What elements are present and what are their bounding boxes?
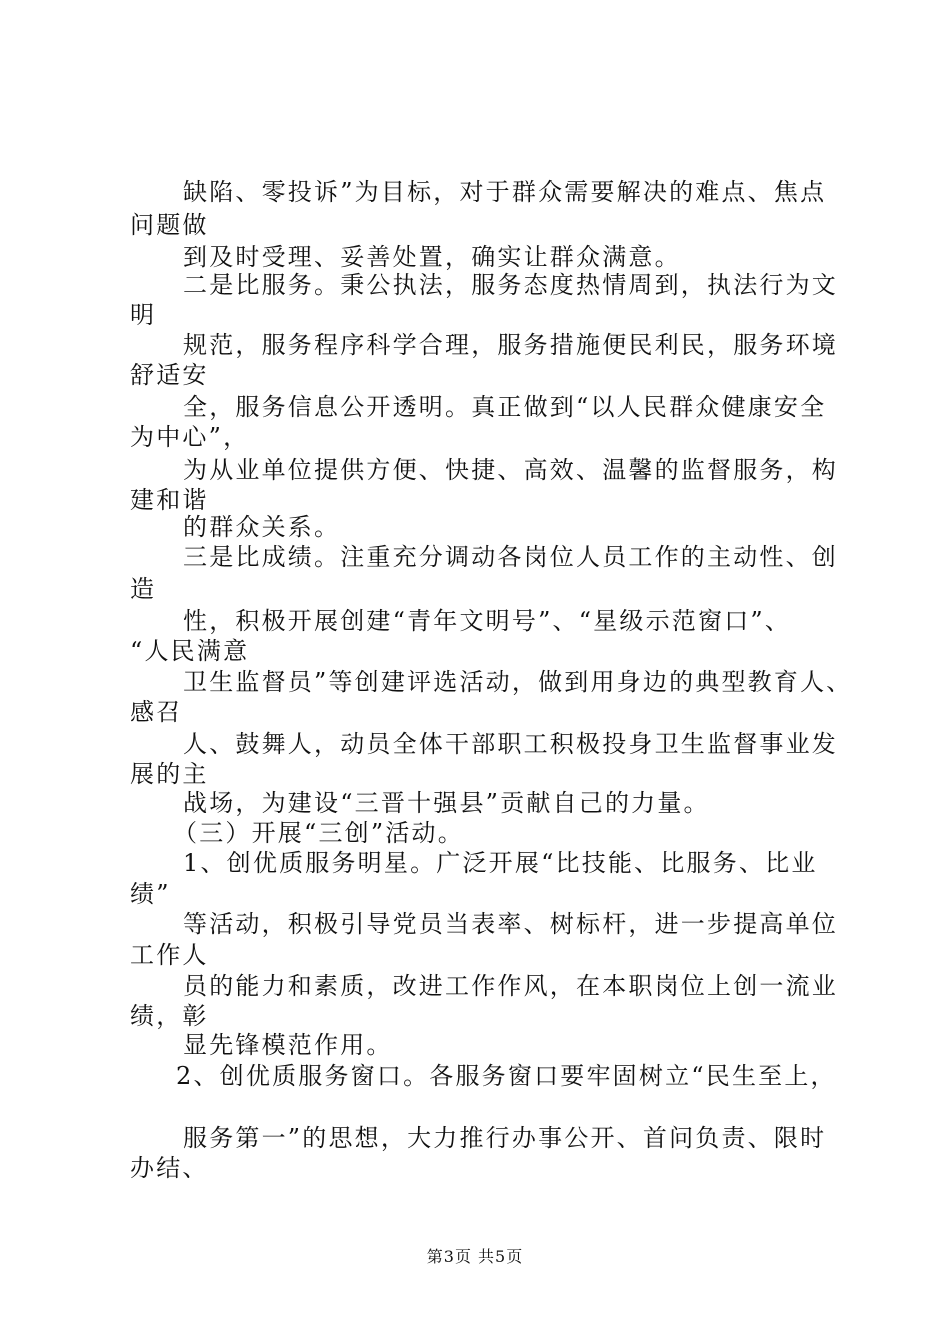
text-line: 问题做	[130, 211, 209, 239]
page-number: 第3页 共5页	[426, 1247, 524, 1266]
text-line: 等活动，积极引导党员当表率、树标杆，进一步提高单位	[183, 910, 838, 938]
text-line: 显先锋模范作用。	[183, 1031, 393, 1059]
text-line: 的群众关系。	[183, 513, 341, 541]
text-line: 到及时受理、妥善处置，确实让群众满意。	[183, 243, 681, 271]
text-line: 卫生监督员”等创建评选活动，做到用身边的典型教育人、	[183, 668, 853, 696]
text-line: （三）开展“三创”活动。	[173, 819, 464, 847]
text-line: 规范，服务程序科学合理，服务措施便民利民，服务环境	[183, 331, 838, 359]
text-line: 绩，彰	[130, 1002, 209, 1030]
text-line: 感召	[130, 698, 183, 726]
text-line: 1、创优质服务明星。广泛开展“比技能、比服务、比业	[183, 849, 818, 877]
text-line: “人民满意	[130, 637, 250, 665]
text-line: 缺陷、零投诉”为目标，对于群众需要解决的难点、焦点	[183, 178, 827, 206]
text-line: 人、鼓舞人，动员全体干部职工积极投身卫生监督事业发	[183, 730, 838, 758]
text-line: 三是比成绩。注重充分调动各岗位人员工作的主动性、创	[183, 543, 838, 571]
text-line: 展的主	[130, 760, 209, 788]
text-line: 2、创优质服务窗口。各服务窗口要牢固树立“民生至上，	[176, 1062, 837, 1090]
text-line: 全，服务信息公开透明。真正做到“以人民群众健康安全	[183, 393, 827, 421]
text-line: 服务第一”的思想，大力推行办事公开、首问负责、限时	[183, 1124, 827, 1152]
text-line: 员的能力和素质，改进工作作风，在本职岗位上创一流业	[183, 972, 838, 1000]
text-line: 为中心”，	[130, 423, 250, 451]
text-line: 明	[130, 301, 157, 329]
text-line: 工作人	[130, 941, 209, 969]
text-line: 造	[130, 575, 157, 603]
text-line: 性，积极开展创建“青年文明号”、“星级示范窗口”、	[183, 607, 792, 635]
text-line: 二是比服务。秉公执法，服务态度热情周到，执法行为文	[183, 271, 838, 299]
text-line: 为从业单位提供方便、快捷、高效、温馨的监督服务，构	[183, 456, 838, 484]
text-line: 绩”	[130, 880, 171, 908]
text-line: 舒适安	[130, 361, 209, 389]
text-line: 建和谐	[130, 486, 209, 514]
text-line: 战场，为建设“三晋十强县”贡献自己的力量。	[183, 789, 710, 817]
text-line: 办结、	[130, 1154, 209, 1182]
